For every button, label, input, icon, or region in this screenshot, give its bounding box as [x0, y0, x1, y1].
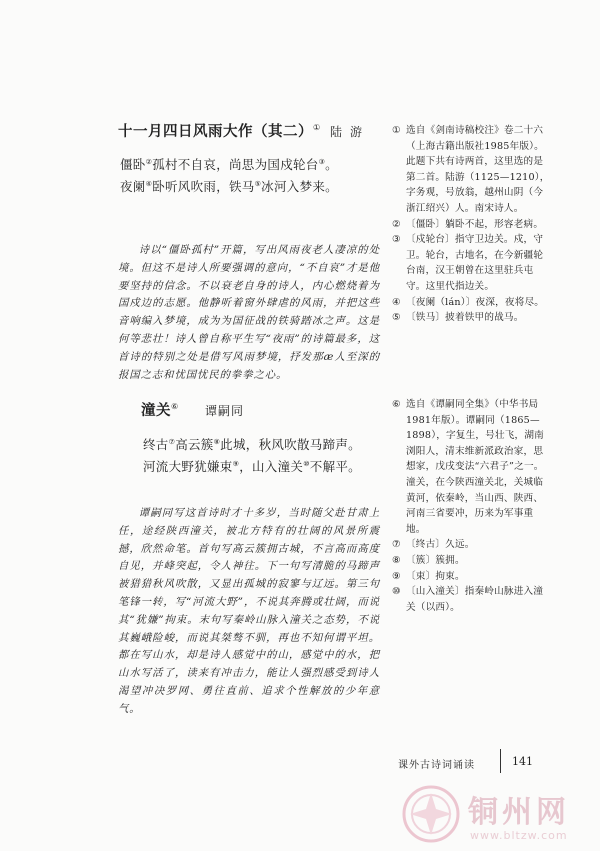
footnote-text: 〔僵卧〕躺卧不起，形容老病。	[406, 218, 544, 230]
footnote-item	[392, 123, 550, 217]
footnote-text: 选自《剑南诗稿校注》卷二十六（上海古籍出版社1985年版）。此题下共有诗两首，这里选的是第二首。陆游（1125—1210），字务观，号放翁，越州山阴（今浙江绍兴）人。南宋诗人。	[406, 125, 550, 214]
note-ref: ⑩	[303, 460, 310, 468]
note-ref: ②	[145, 158, 153, 166]
footnote-number: ③	[392, 234, 401, 246]
note-ref: ⑤	[254, 180, 262, 188]
footnote-number: ⑥	[392, 399, 401, 410]
footnote-item	[392, 569, 550, 585]
verse-text: 河流大野犹嫌束	[143, 459, 233, 475]
footnote-item	[392, 397, 550, 537]
verse-line	[120, 174, 338, 197]
verse-line	[143, 454, 361, 477]
footnote-text: 〔终古〕久远。	[406, 539, 475, 551]
verse-text: ，山入潼关	[239, 459, 304, 475]
footnote-number: ⑨	[392, 570, 401, 582]
footnote-item	[392, 295, 550, 311]
poem-author: 谭嗣同	[205, 404, 245, 418]
footnote-item	[392, 553, 550, 569]
poem-title-text: 潼关	[141, 402, 171, 419]
footnote-text: 〔夜阑（lán）〕夜深，夜将尽。	[406, 296, 545, 308]
note-ref: ⑧	[213, 438, 221, 446]
verse-text: 冰河入梦来。	[261, 179, 338, 195]
footer-section-label: 课外古诗词诵读	[398, 760, 475, 771]
note-ref: ⑨	[232, 460, 240, 468]
verse-text: 僵卧	[120, 157, 146, 173]
footnotes	[392, 397, 550, 615]
footnote-text: 〔铁马〕披着铁甲的战马。	[406, 312, 524, 324]
footnote-number: ②	[392, 218, 401, 230]
footnote-item	[392, 537, 550, 553]
verse-text: 卧听风吹雨，铁马	[152, 179, 255, 195]
footnote-number: ⑧	[392, 554, 401, 566]
poem-author: 陆游	[330, 125, 371, 139]
verse-text: 不解平。	[309, 459, 361, 475]
footnote-number: ⑦	[392, 539, 401, 551]
watermark-text: 铜州网	[468, 795, 570, 830]
footnote-text: 〔山入潼关〕指秦岭山脉进入潼关（以西）。	[406, 586, 544, 613]
footnote-item	[392, 232, 550, 294]
footnote-number: ④	[392, 296, 401, 308]
verse-text: 。	[325, 157, 338, 173]
poem-commentary: 谭嗣同写这首诗时才十多岁，当时随父赴甘肃上任，途经陕西潼关，被北方特有的壮阔的风景所震撼，欣然命笔。首句写高云簇拥古城，不言高而高度自见，并峰突起，令人神往。下一句写清脆的马蹄声被猎猎秋风吹散，又显出孤城的寂寥与辽远。第三句笔锋一转，写“河流大野”，不说其奔腾或壮阔，而说其“犹嫌”拘束。末句写秦岭山脉入潼关之态势，不说其巍峨险峻，而说其桀骜不驯，再也不知何谓平坦。都在写山水，却是诗人感觉中的山，感觉中的水，把山水写活了，读来有冲击力，能让人强烈感受到诗人渴望冲决罗网、勇往直前、追求个性解放的少年意气。	[118, 507, 380, 715]
poem-commentary: 诗以“僵卧孤村”开篇，写出风雨夜老人凄凉的处境。但这不是诗人所要强调的意向，“不自哀”才是他要坚持的信念。不以衰老自身的诗人，内心燃烧着为国戍边的志愿。他静听着窗外肆虐的风雨，并把这些音响编入梦境，成为为国征战的铁骑踏冰之声。这是何等悲壮！诗人曾自称平生写“夜雨”的诗篇最多，这首诗的特别之处是借写风雨梦境，抒发那æ人至深的报国之志和忧国忧民的拳拳之心。	[118, 244, 380, 381]
verse-text: 终古	[143, 437, 169, 453]
note-ref: ④	[145, 180, 153, 188]
page-number: 141	[512, 755, 533, 768]
footnote-text: 〔簇〕簇拥。	[406, 554, 465, 566]
note-ref: ⑦	[168, 438, 176, 446]
poem-title-text: 十一月四日风雨大作（其二）	[118, 123, 313, 140]
footnote-number: ①	[392, 125, 401, 136]
verse-text: 此城，秋风吹散马蹄声。	[220, 437, 361, 453]
note-ref: ③	[318, 158, 326, 166]
watermark-url: www.bltzw.com	[470, 829, 568, 842]
poem-title	[118, 120, 321, 141]
verse-line	[120, 152, 338, 175]
footnote-item	[392, 217, 550, 233]
footnote-text: 选自《谭嗣同全集》（中华书局1981年版）。谭嗣同（1865—1898），字复生，号壮飞，湖南浏阳人，清末维新派政治家，思想家，戊戌变法“六君子”之一。潼关，在今陕西潼关北，关城临黄河，依秦岭，当山西、陕西、河南三省要冲，历来为军事重地。	[406, 399, 544, 535]
footnote-number: ⑩	[392, 586, 401, 598]
note-ref: ⑥	[171, 402, 179, 412]
verse-text: 夜阑	[120, 179, 146, 195]
footnote-text: 〔束〕拘束。	[406, 570, 465, 582]
footnote-item	[392, 310, 550, 326]
poem-title	[141, 399, 179, 420]
watermark-logo-icon	[400, 783, 462, 845]
footer-divider	[500, 749, 501, 773]
footnote-text: 〔戍轮台〕指守卫边关。戍，守卫。轮台，古地名，在今新疆轮台南，汉王朝曾在这里驻兵屯守。这里代指边关。	[406, 234, 544, 292]
verse-text: 孤村不自哀，尚思为国戍轮台	[152, 157, 319, 173]
footnote-number: ⑤	[392, 312, 401, 324]
verse-text: 高云簇	[175, 437, 214, 453]
note-ref: ①	[313, 123, 321, 133]
footnotes	[392, 123, 550, 326]
verse-line	[143, 432, 361, 455]
footnote-item	[392, 584, 550, 615]
